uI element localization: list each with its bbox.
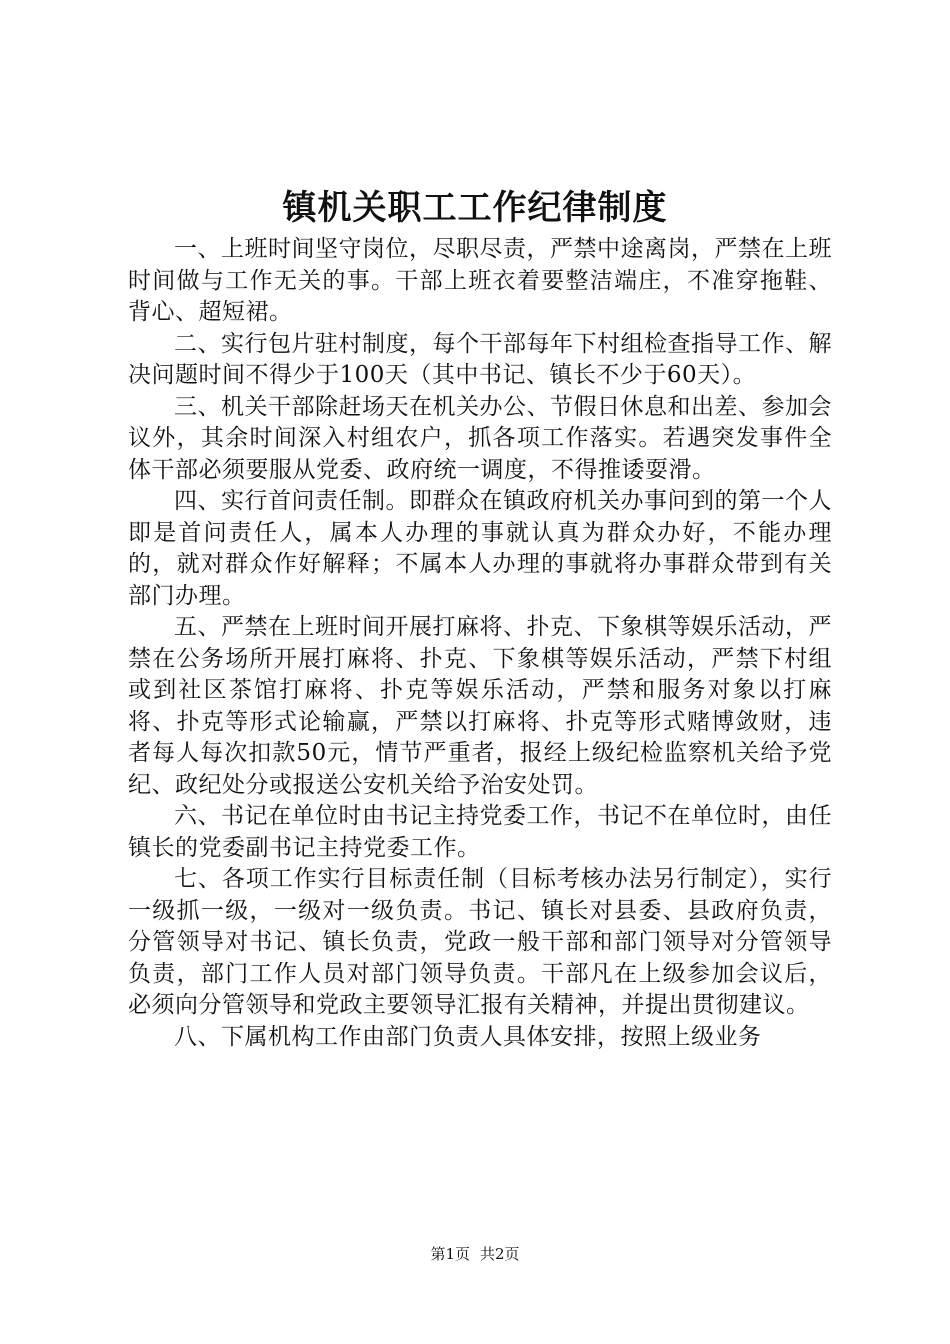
- page-footer: [0, 1244, 950, 1264]
- document-body: [128, 234, 832, 1053]
- paragraph-5: 五、严禁在上班时间开展打麻将、扑克、下象棋等娱乐活动，严禁在公务场所开展打麻将、扑克、下象棋等娱乐活动，严禁下村组或到社区茶馆打麻将、扑克等娱乐活动，严禁和服务对象以打麻将、扑克等形式论输赢，严禁以打麻将、扑克等形式赌博敛财，违者每人每次扣款50元，情节严重者，报经上级纪检监察机关给予党纪、政纪处分或报送公安机关给予治安处罚。: [128, 614, 832, 798]
- page-number-current: 第1页: [430, 1245, 470, 1263]
- paragraph-4: 四、实行首问责任制。即群众在镇政府机关办事问到的第一个人即是首问责任人，属本人办理的事就认真为群众办好，不能办理的，就对群众作好解释；不属本人办理的事就将办事群众带到有关部门办理。: [128, 488, 832, 609]
- paragraph-6: 六、书记在单位时由书记主持党委工作，书记不在单位时，由任镇长的党委副书记主持党委工作。: [128, 803, 832, 861]
- paragraph-7: 七、各项工作实行目标责任制（目标考核办法另行制定），实行一级抓一级，一级对一级负责。书记、镇长对县委、县政府负责，分管领导对书记、镇长负责，党政一般干部和部门领导对分管领导负责，部门工作人员对部门领导负责。干部凡在上级参加会议后，必须向分管领导和党政主要领导汇报有关精神，并提出贯彻建议。: [128, 866, 832, 1018]
- page-number-total: 共2页: [480, 1245, 520, 1263]
- document-title: 镇机关职工工作纪律制度: [282, 188, 668, 228]
- paragraph-3: 三、机关干部除赶场天在机关办公、节假日休息和出差、参加会议外，其余时间深入村组农户，抓各项工作落实。若遇突发事件全体干部必须要服从党委、政府统一调度，不得推诿耍滑。: [128, 393, 832, 483]
- paragraph-1: 一、上班时间坚守岗位，尽职尽责，严禁中途离岗，严禁在上班时间做与工作无关的事。干部上班衣着要整洁端庄，不准穿拖鞋、背心、超短裙。: [128, 236, 832, 325]
- paragraph-2: 二、实行包片驻村制度，每个干部每年下村组检查指导工作、解决问题时间不得少于100天（其中书记、镇长不少于60天）。: [128, 330, 832, 388]
- paragraph-8: 八、下属机构工作由部门负责人具体安排，按照上级业务: [174, 1023, 762, 1050]
